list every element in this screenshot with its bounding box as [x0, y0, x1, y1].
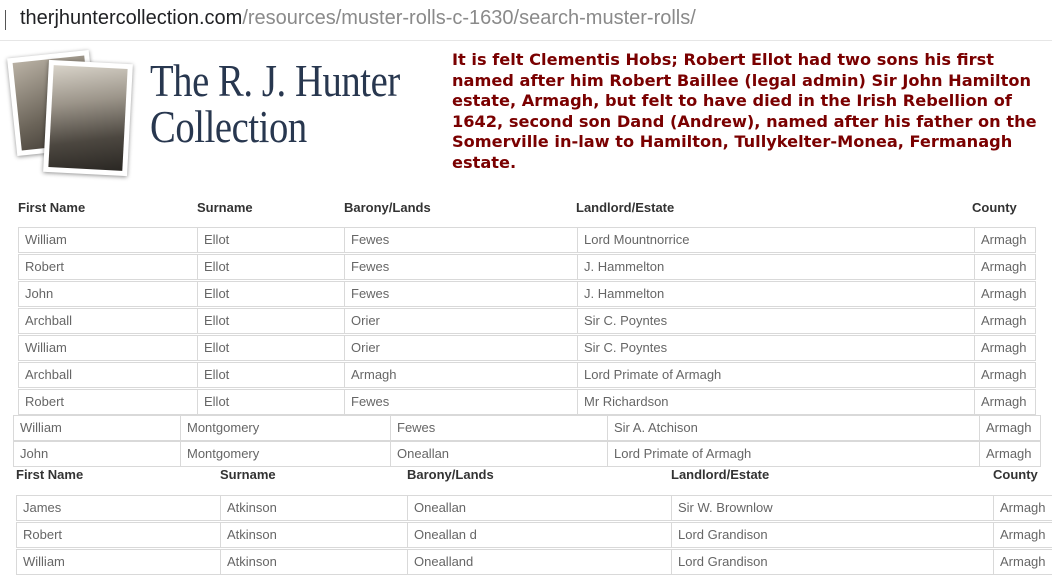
cell-barony: Orier [344, 308, 578, 334]
logo-photos [10, 48, 130, 178]
col-barony: Barony/Lands [344, 200, 431, 215]
cell-landlord: J. Hammelton [577, 254, 975, 280]
table-row [16, 522, 1052, 548]
cell-county: Armagh [993, 522, 1052, 548]
cell-barony: Fewes [344, 254, 578, 280]
cell-surname: Atkinson [220, 495, 408, 521]
cell-county: Armagh [974, 281, 1036, 307]
cell-surname: Ellot [197, 389, 345, 415]
cell-first-name: James [16, 495, 221, 521]
cell-surname: Montgomery [180, 415, 391, 441]
cell-first-name: Robert [18, 254, 198, 280]
cell-county: Armagh [974, 389, 1036, 415]
col-first-name: First Name [16, 467, 84, 482]
cell-first-name: Robert [18, 389, 198, 415]
table-row [16, 495, 1052, 521]
cell-county: Armagh [993, 495, 1052, 521]
cell-surname: Ellot [197, 335, 345, 361]
table-row [18, 308, 1035, 334]
table-row [18, 389, 1035, 415]
cell-landlord: Sir C. Poyntes [577, 308, 975, 334]
cell-first-name: John [13, 441, 181, 467]
cell-county: Armagh [974, 254, 1036, 280]
cell-barony: Onealland [407, 549, 672, 575]
cell-county: Armagh [993, 549, 1052, 575]
cell-first-name: John [18, 281, 198, 307]
cell-surname: Atkinson [220, 522, 408, 548]
site-logo[interactable] [150, 55, 447, 152]
cell-surname: Montgomery [180, 441, 391, 467]
cell-barony: Oneallan [390, 441, 608, 467]
address-bar[interactable] [0, 0, 1052, 41]
col-barony: Barony/Lands [407, 467, 494, 482]
url-host: therjhuntercollection.com [20, 7, 243, 29]
cell-first-name: William [18, 227, 198, 253]
cell-landlord: Mr Richardson [577, 389, 975, 415]
cell-landlord: Lord Grandison [671, 522, 994, 548]
cell-barony: Oneallan d [407, 522, 672, 548]
photo-front [43, 60, 133, 176]
table-row [18, 227, 1035, 253]
cell-surname: Ellot [197, 254, 345, 280]
col-surname: Surname [220, 467, 276, 482]
cell-barony: Fewes [344, 389, 578, 415]
annotation-note [452, 50, 1048, 174]
cell-landlord: Sir A. Atchison [607, 415, 980, 441]
url-path: /resources/muster-rolls-c-1630/search-muster-rolls/ [242, 7, 696, 29]
cell-county: Armagh [974, 227, 1036, 253]
table1-header [0, 196, 1052, 220]
logo-line-1: The R. J. Hunter [150, 55, 400, 106]
cell-surname: Ellot [197, 281, 345, 307]
cell-landlord: Lord Grandison [671, 549, 994, 575]
note-line: named after him Robert Baillee (legal admin) Sir John Hamilton [452, 70, 1031, 90]
table3-header [0, 463, 1052, 487]
cell-barony: Fewes [344, 227, 578, 253]
address-bar-divider [5, 10, 6, 30]
cell-first-name: Archball [18, 362, 198, 388]
col-county: County [972, 200, 1017, 215]
cell-landlord: Lord Primate of Armagh [607, 441, 980, 467]
cell-landlord: Lord Primate of Armagh [577, 362, 975, 388]
cell-first-name: William [18, 335, 198, 361]
cell-surname: Ellot [197, 227, 345, 253]
cell-barony: Fewes [390, 415, 608, 441]
note-line: 1642, second son Dand (Andrew), named after his father on the [452, 111, 1037, 131]
table-row [18, 281, 1035, 307]
cell-barony: Oneallan [407, 495, 672, 521]
note-line: estate. [452, 152, 517, 172]
table-row [18, 362, 1035, 388]
cell-first-name: Archball [18, 308, 198, 334]
table-row [16, 549, 1052, 575]
cell-surname: Atkinson [220, 549, 408, 575]
col-surname: Surname [197, 200, 253, 215]
cell-first-name: Robert [16, 522, 221, 548]
cell-landlord: Sir W. Brownlow [671, 495, 994, 521]
col-landlord: Landlord/Estate [576, 200, 675, 215]
table-row [18, 335, 1035, 361]
cell-barony: Armagh [344, 362, 578, 388]
cell-landlord: Lord Mountnorrice [577, 227, 975, 253]
col-first-name: First Name [18, 200, 86, 215]
col-county: County [993, 467, 1038, 482]
note-line: It is felt Clementis Hobs; Robert Ellot had two sons his first [452, 50, 995, 69]
cell-surname: Ellot [197, 362, 345, 388]
logo-line-2: Collection [150, 101, 307, 152]
cell-county: Armagh [974, 362, 1036, 388]
cell-surname: Ellot [197, 308, 345, 334]
cell-county: Armagh [979, 415, 1041, 441]
cell-county: Armagh [974, 308, 1036, 334]
table-row [18, 254, 1035, 280]
url-text[interactable] [20, 7, 696, 30]
table-row [13, 415, 1040, 441]
cell-first-name: William [16, 549, 221, 575]
cell-barony: Orier [344, 335, 578, 361]
cell-barony: Fewes [344, 281, 578, 307]
cell-landlord: J. Hammelton [577, 281, 975, 307]
col-landlord: Landlord/Estate [671, 467, 770, 482]
cell-first-name: William [13, 415, 181, 441]
cell-landlord: Sir C. Poyntes [577, 335, 975, 361]
cell-county: Armagh [974, 335, 1036, 361]
note-line: Somerville in-law to Hamilton, Tullykelter-Monea, Fermanagh [452, 132, 1013, 152]
note-line: estate, Armagh, but felt to have died in the Irish Rebellion of [452, 91, 1012, 111]
cell-county: Armagh [979, 441, 1041, 467]
